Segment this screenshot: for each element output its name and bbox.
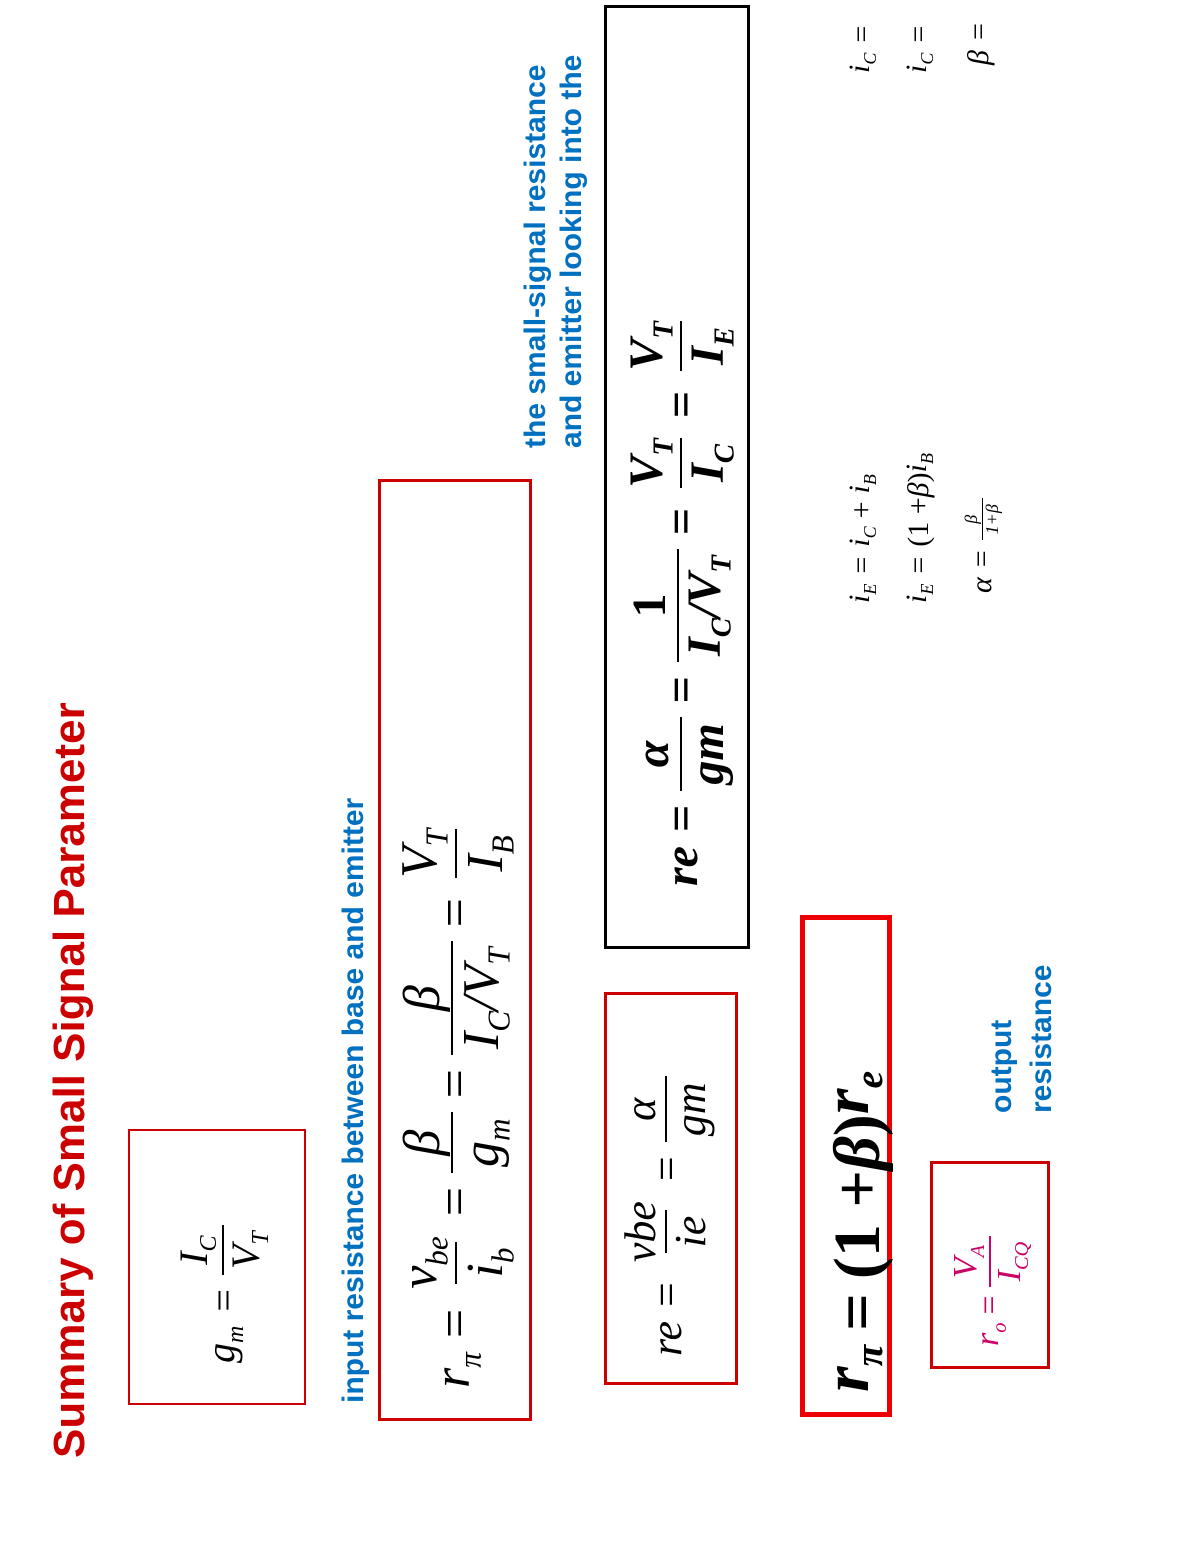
ro-formula-box [930, 1161, 1050, 1369]
input-resistance-label: input resistance between base and emitter [337, 797, 370, 1403]
page-title: Summary of Small Signal Parameter [45, 702, 94, 1458]
alpha-relation: α = β 1+β [962, 498, 1003, 593]
small-signal-label-line2: and emitter looking into the [555, 54, 588, 448]
ro-formula: $r_o$ = $V_A$ $I_{CQ}$ [947, 1236, 1033, 1346]
gm-formula: $g_m$ = $I_C$ $V_T$ [172, 1225, 275, 1363]
output-resistance-label [982, 965, 1062, 1113]
re-big-formula-box [604, 5, 750, 949]
re-small-formula: re = vbe ie = α gm [617, 1076, 716, 1356]
rpi-re-formula-box [800, 915, 895, 1417]
output-resistance-label-line1: output [985, 1019, 1018, 1113]
rpi-re-formula: $r_\pi$ = (1 + β ) $r_e$ [810, 1070, 895, 1392]
output-resistance-label-line2: resistance [1025, 964, 1058, 1113]
ic-relation-1: $i_C$ = [843, 25, 880, 73]
rpi-formula: $r_\pi$ = $v_{be}$ $i_b$ = β $g_m$ = β $I_C/V_T$ = $V_T$ $I_B$ [391, 828, 521, 1388]
small-signal-label [518, 0, 590, 448]
small-signal-label-line1: the small-signal resistance [519, 64, 552, 448]
re-small-formula-box [604, 992, 738, 1385]
beta-relation: β = [962, 23, 995, 65]
rpi-formula-box [378, 479, 532, 1421]
gm-formula-box [128, 1129, 306, 1405]
ic-relation-2: $i_C$ = [900, 25, 937, 73]
re-big-formula: re = α gm = 1 $I_C/V_T$ = $V_T$ $I_C$ = $V_T$ $I_E$ [620, 321, 741, 886]
ie-relation-2: $i_E$ = (1 + β ) $i_B$ [900, 453, 937, 603]
ie-relation-1: $i_E$ = $i_C$ + $i_B$ [843, 474, 880, 603]
